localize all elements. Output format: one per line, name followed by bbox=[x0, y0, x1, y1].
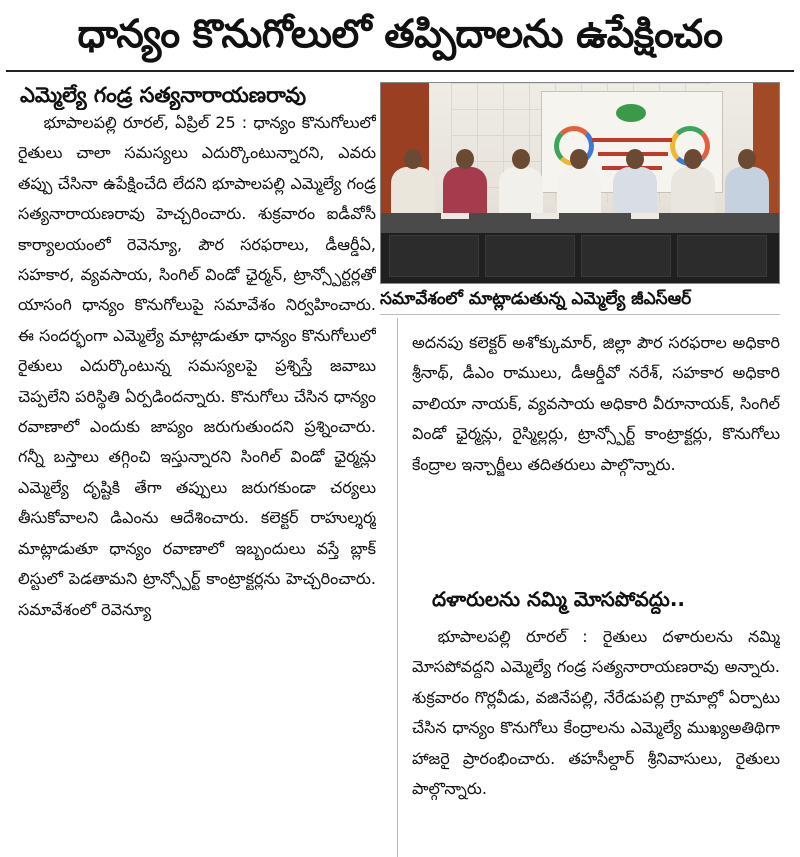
article-body-continued-text: అదనపు కలెక్టర్ అశోక్కుమార్, జిల్లా పౌర సరఫరాల అధికారి శ్రీనాథ్, డీఎం రాములు, డీఆర్డీవో నరేశ్, సహకార అధికారి వాలియా నాయక్, వ్యవసాయ అధికారి వీరూనాయక్, సింగిల్ విండో ఛైర్మన్లు, రైస్మిల్లర్లు, ట్రాన్స్పోర్ట్ కాంట్రాక్టర్లు, కొనుగోలు కేంద్రాల ఇన్చార్జీలు తదితరులు పాల్గొన్నారు. bbox=[412, 333, 780, 474]
photo-table-front bbox=[381, 233, 779, 283]
photo-person-head bbox=[512, 149, 530, 169]
sub-headline: ఎమ్మెల్యే గండ్ర సత్యనారాయణరావు bbox=[20, 83, 307, 107]
article-body-text: భూపాలపల్లి రూరల్, ఏప్రిల్ 25 : ధాన్యం కొనుగోలులో రైతులు చాలా సమస్యలు ఎదుర్కొంటున్నారని, ఎవరు తప్పు చేసినా ఉపేక్షించేది లేదని భూపాలపల్లి ఎమ్మెల్యే గండ్ర సత్యనారాయణరావు హెచ్చరించారు. శుక్రవారం ఐడీవోసీ కార్యాలయంలో రెవెన్యూ, పౌర సరఫరాలు, డీఆర్డీఏ, సహకార, వ్యవసాయ, సింగిల్ విండో ఛైర్మన్, ట్రాన్స్పోర్టర్లతో యాసంగి ధాన్యం కొనుగోలుపై సమావేశం నిర్వహించారు. ఈ సందర్భంగా ఎమ్మెల్యే మాట్లాడుతూ ధాన్యం కొనుగోలులో రైతులు ఎదుర్కొంటున్న సమస్యలపై ప్రశ్నిస్తే జవాబు చెప్పలేని పరిస్థితి ఏర్పడిందన్నారు. కొనుగోలు చేసిన ధాన్యం రవాణాలో ఎందుకు జాప్యం జరుగుతుందని ప్రశ్నించారు. గన్నీ బస్తాలు తగ్గించి ఇస్తున్నారని సింగిల్ విండో ఛైర్మన్లు ఎమ్మెల్యే దృష్టికి తేగా తప్పులు జరుగకుండా చర్యలు తీసుకోవాలని డిఎంను ఆదేశించారు. కలెక్టర్ రాహుల్శర్మ మాట్లాడుతూ ధాన్యం రవాణాలో ఇబ్బందులు వస్తే బ్లాక్ లిస్టులో పెడతామని ట్రాన్స్పోర్ట్ కాంట్రాక్టర్లను హెచ్చరించారు. సమావేశంలో రెవెన్యూ bbox=[18, 113, 376, 619]
second-article-heading: దళారులను నమ్మి మోసపోవద్దు.. bbox=[432, 587, 686, 611]
photo-table-item bbox=[631, 213, 659, 219]
photo-person-head bbox=[738, 149, 756, 169]
meeting-photo bbox=[380, 82, 780, 284]
photo-caption: సమావేశంలో మాట్లాడుతున్న ఎమ్మెల్యే జీఎస్ఆర్ bbox=[380, 284, 780, 315]
photo-person-head bbox=[456, 149, 474, 169]
photo-table-panel bbox=[485, 235, 575, 277]
photo-person-head bbox=[404, 149, 422, 169]
second-article-body-text: భూపాలపల్లి రూరల్ : రైతులు దళారులను నమ్మి మోసపోవద్దని ఎమ్మెల్యే గండ్ర సత్యనారాయణరావు అన్నారు. శుక్రవారం గొర్లవీడు, వజినేపల్లి, నేరేడుపల్లి గ్రామాల్లో ఏర్పాటు చేసిన ధాన్యం కొనుగోలు కేంద్రాలను ఎమ్మెల్యే ముఖ్యఅతిథిగా హాజరై ప్రారంభించారు. తహసీల్దార్ శ్రీనివాసులు, రైతులు పాల్గొన్నారు. bbox=[412, 627, 780, 799]
second-article-body-column bbox=[412, 622, 780, 856]
article-body-right-column bbox=[412, 328, 780, 568]
photo-table-panel bbox=[581, 235, 671, 277]
headline: ధాన్యం కొనుగోలులో తప్పిదాలను ఉపేక్షించం bbox=[77, 12, 723, 57]
photo-person-head bbox=[570, 149, 588, 169]
photo-person-head bbox=[684, 149, 702, 169]
photo-table-item bbox=[441, 213, 469, 219]
banner-logo-icon bbox=[616, 104, 646, 122]
headline-rule bbox=[6, 70, 794, 72]
photo-table-panel bbox=[677, 235, 767, 277]
photo-table-item bbox=[531, 213, 559, 219]
banner-text-line bbox=[592, 138, 672, 142]
column-divider bbox=[397, 318, 398, 857]
photo-table-panel bbox=[389, 235, 479, 277]
article-body-left-column bbox=[18, 108, 376, 856]
photo-person-head bbox=[626, 149, 644, 169]
